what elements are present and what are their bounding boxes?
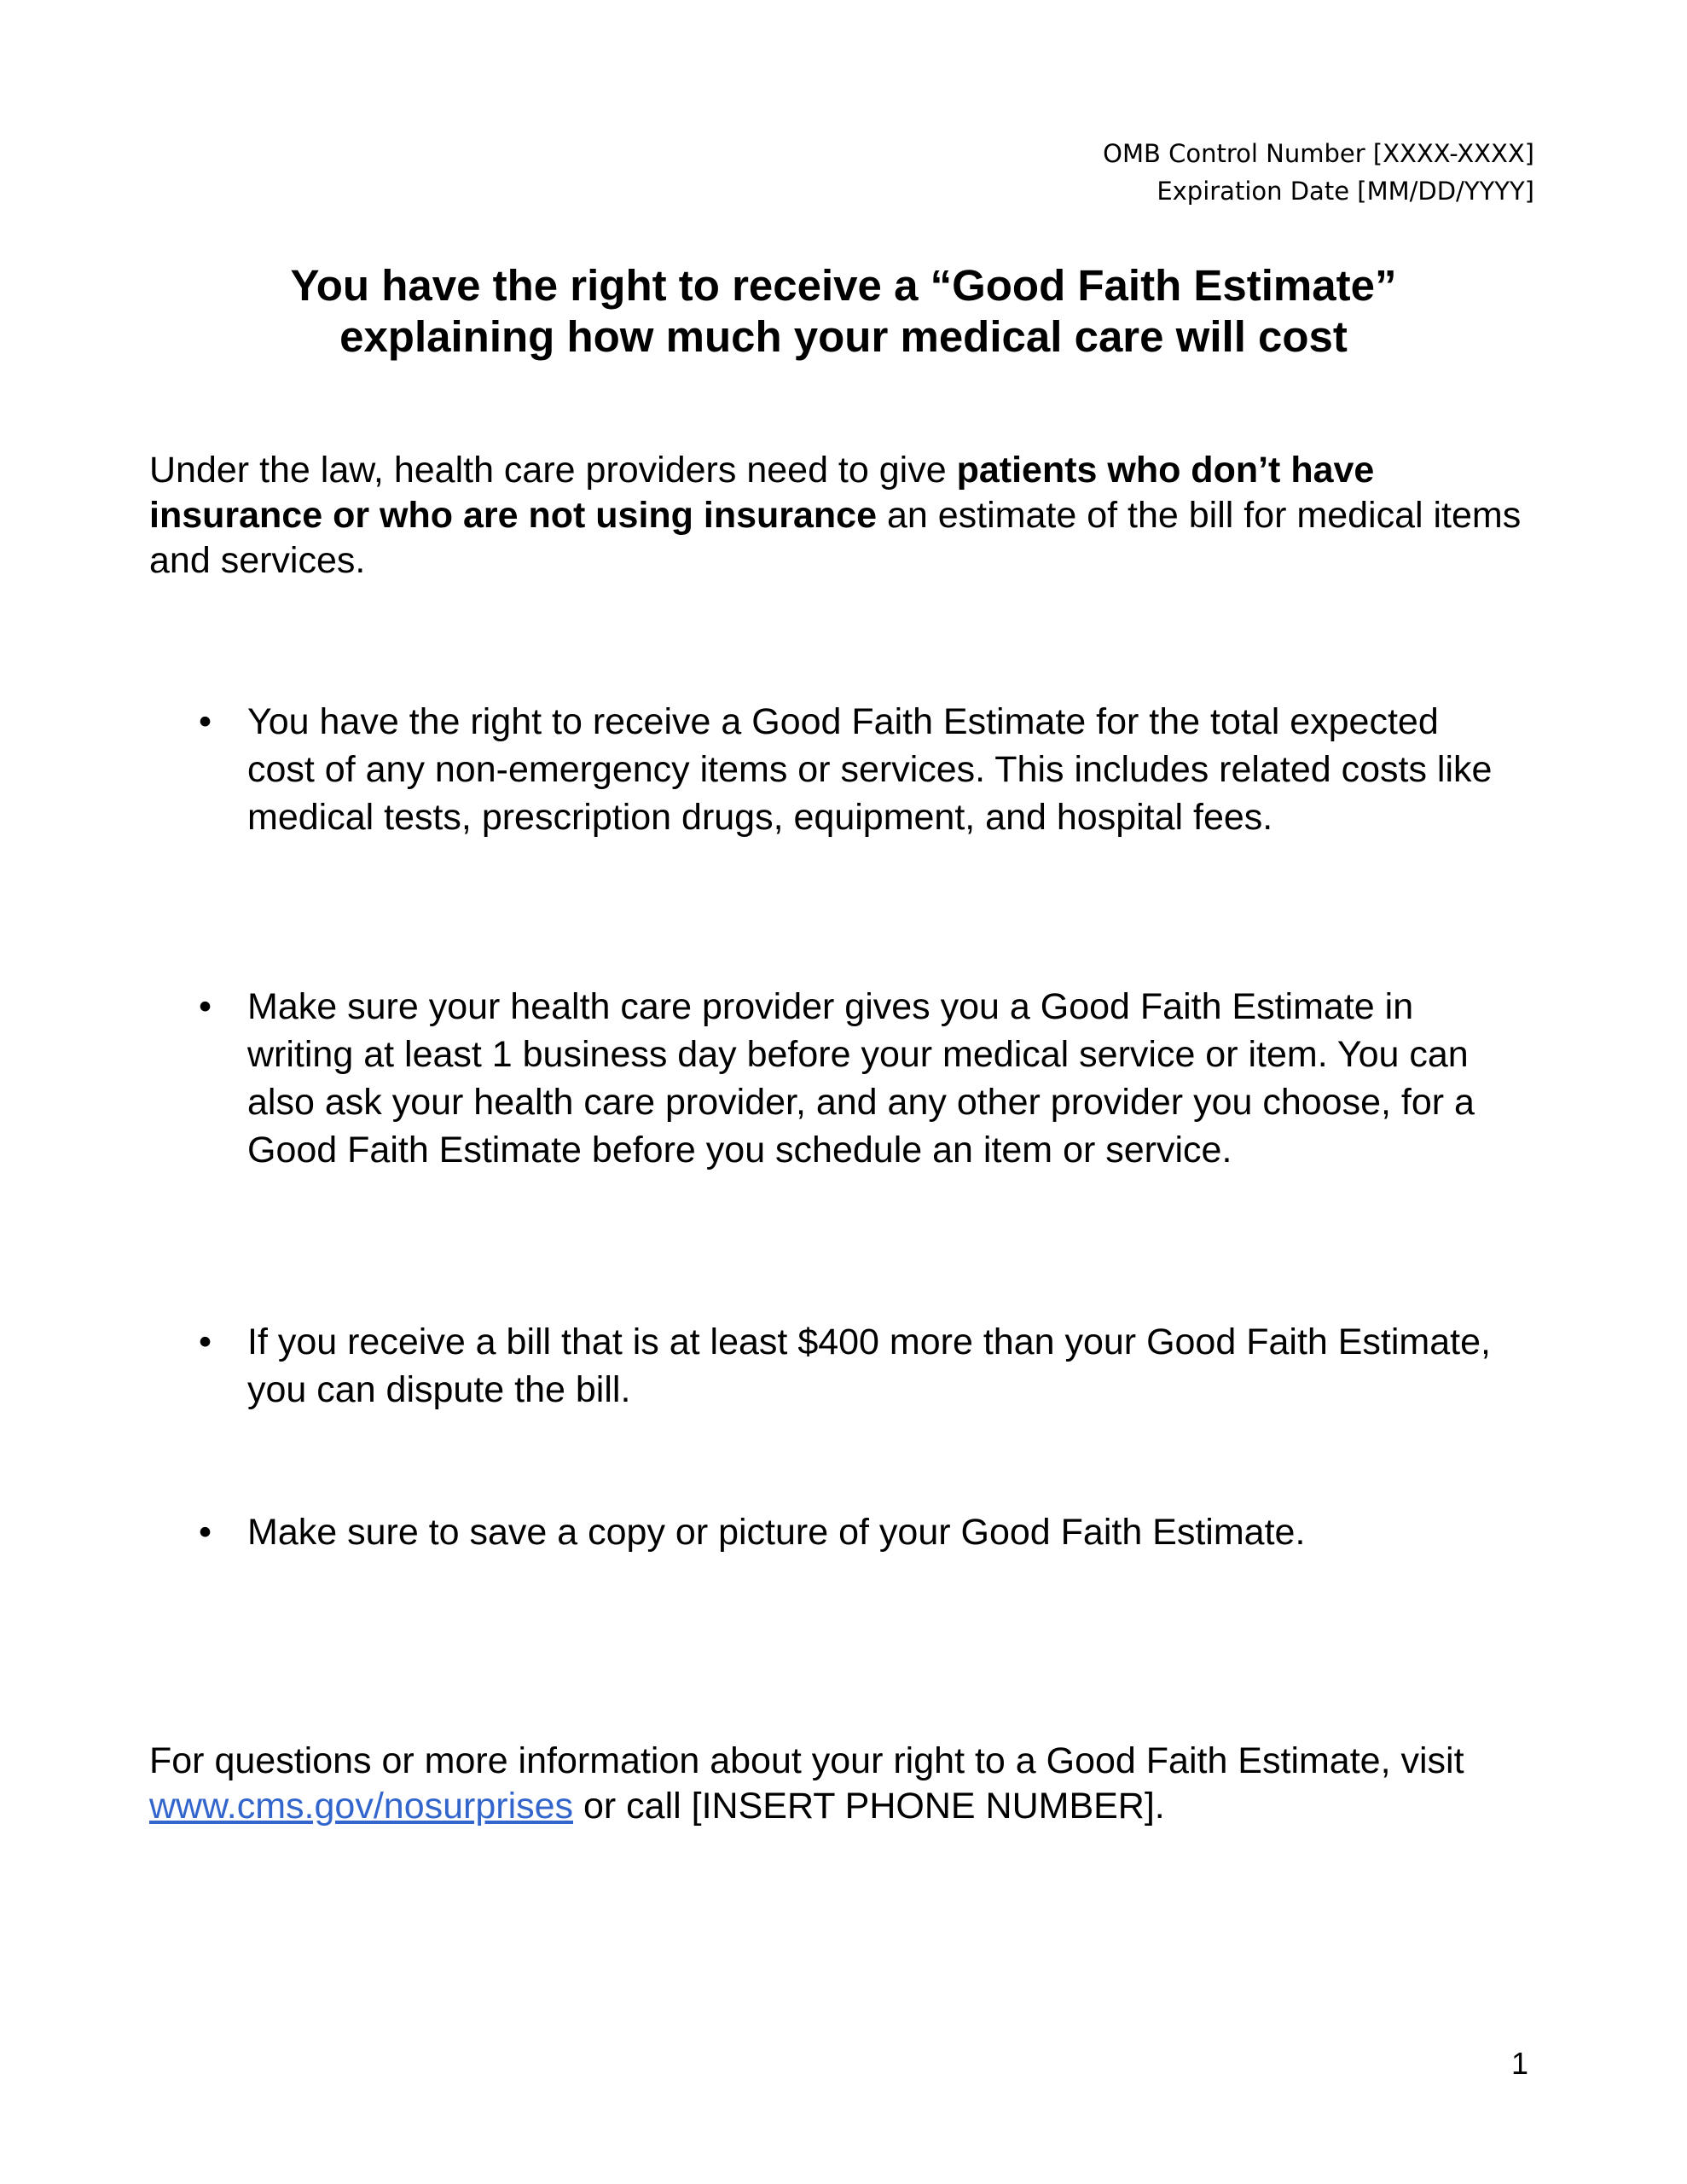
bullet-item-1 [199, 698, 1493, 841]
bullet-item-3 [199, 1318, 1493, 1414]
page-number: 1 [1510, 2046, 1528, 2081]
intro-paragraph [149, 448, 1548, 584]
omb-control-number: OMB Control Number [XXXX-XXXX] [1103, 139, 1534, 168]
intro-bold: patients who don’t have insurance or who are not using insurance [149, 450, 1375, 536]
bullet-marker: • [199, 1512, 212, 1553]
bullet-text: You have the right to receive a Good Faith Estimate for the total expected cost of any non-emergency items or services. This includes related costs like medical tests, prescription drugs, equipment, and hospital fees. [247, 701, 1493, 838]
expiration-date: Expiration Date [MM/DD/YYYY] [1157, 177, 1534, 206]
footer-paragraph [149, 1739, 1548, 1829]
cms-link[interactable]: www.cms.gov/nosurprises [149, 1786, 574, 1827]
footer-lead: For questions or more information about your right to a Good Faith Estimate, visit [149, 1740, 1464, 1781]
intro-tail: an estimate of the bill for medical items and services. [149, 495, 1522, 581]
bullet-item-4 [199, 1508, 1493, 1556]
title-line-2: explaining how much your medical care will cost [339, 312, 1348, 361]
omb-header [1103, 135, 1534, 210]
bullet-marker: • [199, 701, 212, 742]
bullet-text: Make sure your health care provider gives you a Good Faith Estimate in writing at least 1 business day before your medical service or item. You can also ask your health care provider, and any other provider you choose, for a Good Faith Estimate before you schedule an item or service. [247, 986, 1475, 1170]
bullet-text: Make sure to save a copy or picture of your Good Faith Estimate. [247, 1512, 1306, 1553]
bullet-text: If you receive a bill that is at least $400 more than your Good Faith Estimate, you can dispute the bill. [247, 1321, 1491, 1410]
intro-lead: Under the law, health care providers need to give [149, 450, 957, 491]
page-title [0, 260, 1687, 363]
footer-tail: or call [INSERT PHONE NUMBER]. [573, 1786, 1165, 1827]
title-line-1: You have the right to receive a “Good Faith Estimate” [290, 261, 1397, 310]
bullet-marker: • [199, 1321, 212, 1362]
bullet-item-2 [199, 983, 1493, 1174]
bullet-marker: • [199, 986, 212, 1027]
